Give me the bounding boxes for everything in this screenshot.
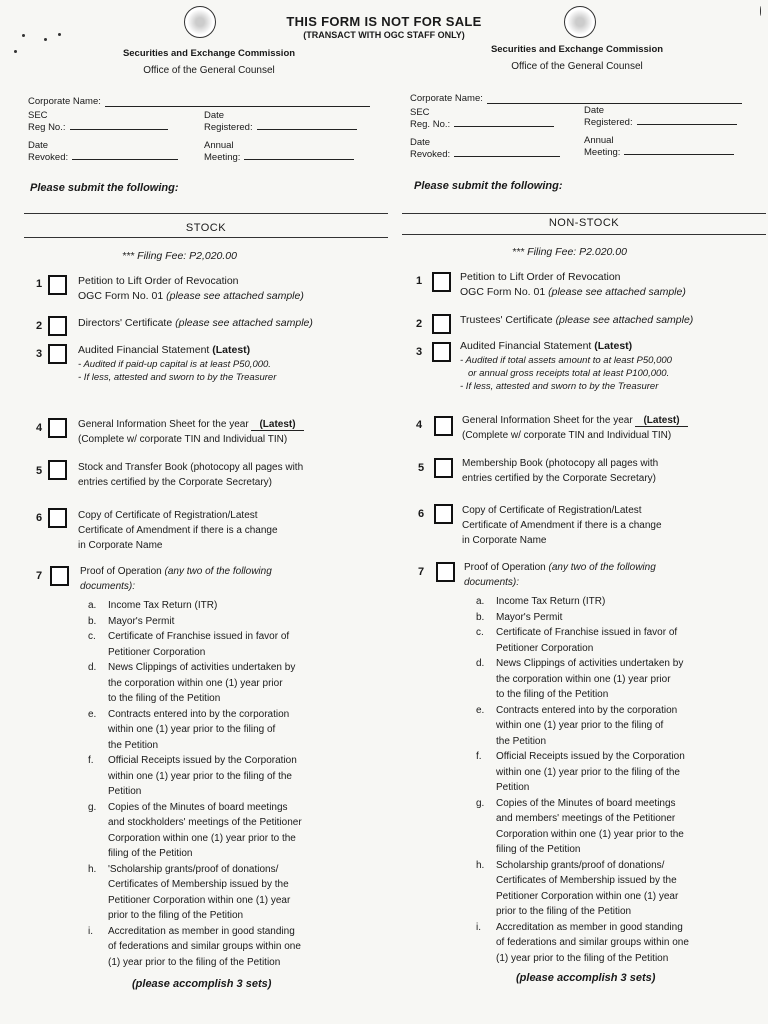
item-text: General Information Sheet for the year [462,415,636,426]
revoked-field[interactable] [72,159,178,160]
item-checkbox[interactable] [48,344,67,364]
item-number: 3 [36,348,43,360]
item-note: (please see attached sample) [555,314,694,326]
meeting-field[interactable] [624,154,734,155]
item-year: (Latest) [251,419,303,431]
item-text: in Corporate Name [462,535,547,546]
item-note: (please see attached sample) [175,317,313,329]
reg-no-label: Reg. No.: [410,119,451,130]
left-accomplish-note: (please accomplish 3 sets) [132,978,272,990]
meeting-label: Meeting: [584,147,621,158]
item-text: Petition to Lift Order of Revocation [78,275,239,287]
item-note: - If less, attested and sworn to by the Treasurer [78,372,277,383]
item-number: 5 [418,462,425,474]
item-number: 3 [416,346,423,358]
left-item-4 [78,417,383,447]
left-office: Office of the General Counsel [143,65,275,76]
scan-speck [22,34,25,37]
item-number: 5 [36,465,43,477]
meeting-label: Meeting: [204,152,241,163]
item-note: (please see attached sample) [548,286,686,298]
left-item-5 [78,460,383,490]
item-text: in Corporate Name [78,540,163,551]
item-note: (any two of the following [548,562,656,573]
subitem: e. Contracts entered into by the corporation within one (1) year prior to the filing of the Petition [88,708,290,751]
item-note: (any two of the following [164,566,272,577]
right-item-1 [460,270,765,300]
left-divider [24,237,388,238]
subitem: g. Copies of the Minutes of board meetings and stockholders' meetings of the Petitioner Corporation within one (1) year prior to the filing of the Petition [88,801,302,859]
item-text: Certificate of Amendment if there is a change [462,520,662,531]
item-checkbox[interactable] [432,314,451,334]
subitem: c. Certificate of Franchise issued in favor of Petitioner Corporation [88,631,290,658]
item-checkbox[interactable] [434,416,453,436]
reg-no-label: Reg No.: [28,122,66,133]
item-checkbox[interactable] [48,316,67,336]
item-text: entries certified by the Corporate Secretary) [462,473,656,484]
date-label: Date [28,140,49,151]
sec-label: SEC [410,107,430,118]
left-filing-fee: *** Filing Fee: P2,020.00 [122,250,237,262]
item-year: (Latest) [635,415,687,427]
left-section-title: STOCK [185,222,227,234]
subitem: f. Official Receipts issued by the Corporation within one (1) year prior to the filing of the Petition [476,751,685,793]
subitem: e. Contracts entered into by the corporation within one (1) year prior to the filing of the Petition [476,704,678,747]
right-item-7 [464,560,764,590]
item-emphasis: (Latest) [212,344,251,356]
registered-label: Registered: [204,122,253,133]
right-filing-fee: *** Filing Fee: P2.020.00 [512,246,627,258]
item-checkbox[interactable] [50,566,69,586]
item-text: Certificate of Amendment if there is a change [78,525,278,536]
right-section-title: NON-STOCK [548,217,620,229]
item-text: (Complete w/ corporate TIN and Individual TIN) [462,430,672,441]
subitem: g. Copies of the Minutes of board meetings and members' meetings of the Petitioner Corporation within one (1) year prior to the filing of the Petition [476,797,684,855]
date-label: Date [204,110,225,121]
subitem: a. Income Tax Return (ITR) [476,596,606,607]
registered-label: Registered: [584,117,633,128]
item-text: entries certified by the Corporate Secretary) [78,477,272,488]
item-checkbox[interactable] [434,504,453,524]
item-note: documents): [80,581,136,592]
item-number: 7 [36,570,43,582]
left-agency: Securities and Exchange Commission [122,48,296,59]
item-text: Copy of Certificate of Registration/Latest [462,505,642,516]
left-item-3 [78,343,383,384]
left-item-1 [78,274,383,304]
item-number: 4 [416,419,423,431]
sec-label: SEC [28,110,48,121]
corporate-name-label: Corporate Name: [28,96,101,107]
right-divider [402,213,766,214]
right-divider [402,234,766,235]
subitem: d. News Clippings of activities undertaken by the corporation within one (1) year prior to the filing of the Petition [88,662,296,704]
item-text: (Complete w/ corporate TIN and Individual TIN) [78,434,288,445]
meeting-field[interactable] [244,159,354,160]
annual-label: Annual [584,135,614,146]
item-checkbox[interactable] [48,460,67,480]
annual-label: Annual [204,140,234,151]
item-number: 6 [418,508,425,520]
corporate-name-field[interactable] [487,103,742,104]
item-note: or annual gross receipts total at least P100,000. [468,368,670,379]
item-text: Copy of Certificate of Registration/Latest [78,510,258,521]
subitem: b. Mayor's Permit [476,611,563,623]
corporate-name-label: Corporate Name: [410,93,483,104]
item-text: Proof of Operation [80,566,165,577]
item-checkbox[interactable] [434,458,453,478]
item-note: (please see attached sample) [166,290,304,302]
item-text: Audited Financial Statement [460,340,595,352]
item-number: 1 [416,275,423,287]
item-note: - Audited if total assets amount to at least P50,000 [460,355,672,366]
item-text: OGC Form No. 01 [460,286,549,298]
scan-speck [760,6,761,16]
left-item-2 [78,316,383,331]
subitem: a. Income Tax Return (ITR) [88,600,218,611]
right-agency: Securities and Exchange Commission [490,44,664,55]
item-note: documents): [464,577,520,588]
item-checkbox[interactable] [48,508,67,528]
scan-speck [14,50,17,53]
item-text: Petition to Lift Order of Revocation [460,271,621,283]
item-number: 6 [36,512,43,524]
item-number: 1 [36,278,43,290]
item-checkbox[interactable] [432,342,451,362]
item-checkbox[interactable] [48,418,67,438]
subitem: d. News Clippings of activities undertaken by the corporation within one (1) year prior to the filing of the Petition [476,658,684,700]
scan-speck [58,33,61,36]
corporate-name-field[interactable] [105,106,370,107]
right-item-5 [462,456,762,486]
reg-no-field[interactable] [70,129,168,130]
item-note: - Audited if paid-up capital is at least P50,000. [78,359,271,370]
item-number: 7 [418,566,425,578]
right-accomplish-note: (please accomplish 3 sets) [516,972,656,984]
subitem: c. Certificate of Franchise issued in favor of Petitioner Corporation [476,627,678,654]
form-subtitle: (TRANSACT WITH OGC STAFF ONLY) [303,30,465,40]
item-text: Trustees' Certificate [460,314,556,326]
right-item-4 [462,413,762,443]
right-submit-heading: Please submit the following: [414,180,563,192]
left-divider [24,213,388,214]
item-note: - If less, attested and sworn to by the Treasurer [460,381,659,392]
item-number: 4 [36,422,43,434]
left-submit-heading: Please submit the following: [30,182,179,194]
scan-speck [44,38,47,41]
left-item-6 [78,508,383,553]
item-text: Stock and Transfer Book (photocopy all pages with [78,462,304,473]
item-emphasis: (Latest) [594,340,633,352]
item-text: Proof of Operation [464,562,549,573]
revoked-label: Revoked: [28,152,69,163]
item-number: 2 [416,318,423,330]
subitem: b. Mayor's Permit [88,615,175,627]
subitem: h. Scholarship grants/proof of donations/ Certificates of Membership issued by the Petitioner Corporation within one (1) year prior to the filing of the Petition [476,859,679,917]
left-subitems [88,598,388,970]
registered-field[interactable] [637,124,737,125]
revoked-label: Revoked: [410,149,451,160]
left-fields [28,93,388,166]
subitem: h. 'Scholarship grants/proof of donations/ Certificates of Membership issued by the Petitioner Corporation within one (1) year prior to the filing of the Petition [88,863,291,921]
subitem: i. Accreditation as member in good standing of federations and similar groups within one (1) year prior to the filing of the Petition [476,921,689,964]
item-checkbox[interactable] [48,275,67,295]
item-text: Audited Financial Statement [78,344,213,356]
item-text: Membership Book (photocopy all pages with [462,458,659,469]
right-item-2 [460,313,765,328]
right-subitems [476,594,766,966]
item-number: 2 [36,320,43,332]
subitem: i. Accreditation as member in good standing of federations and similar groups within one (1) year prior to the filing of the Petition [88,925,301,968]
item-text: OGC Form No. 01 [78,290,167,302]
date-label: Date [584,105,605,116]
registered-field[interactable] [257,129,357,130]
item-checkbox[interactable] [432,272,451,292]
left-item-7 [80,564,385,594]
right-fields [410,90,760,163]
right-office: Office of the General Counsel [511,61,643,72]
subitem: f. Official Receipts issued by the Corporation within one (1) year prior to the filing of the Petition [88,755,297,797]
right-item-6 [462,503,762,548]
date-label: Date [410,137,431,148]
item-text: General Information Sheet for the year [78,419,252,430]
item-checkbox[interactable] [436,562,455,582]
reg-no-field[interactable] [454,126,554,127]
item-text: Directors' Certificate [78,317,176,329]
form-title: THIS FORM IS NOT FOR SALE [286,14,482,29]
right-item-3 [460,339,765,393]
revoked-field[interactable] [454,156,560,157]
